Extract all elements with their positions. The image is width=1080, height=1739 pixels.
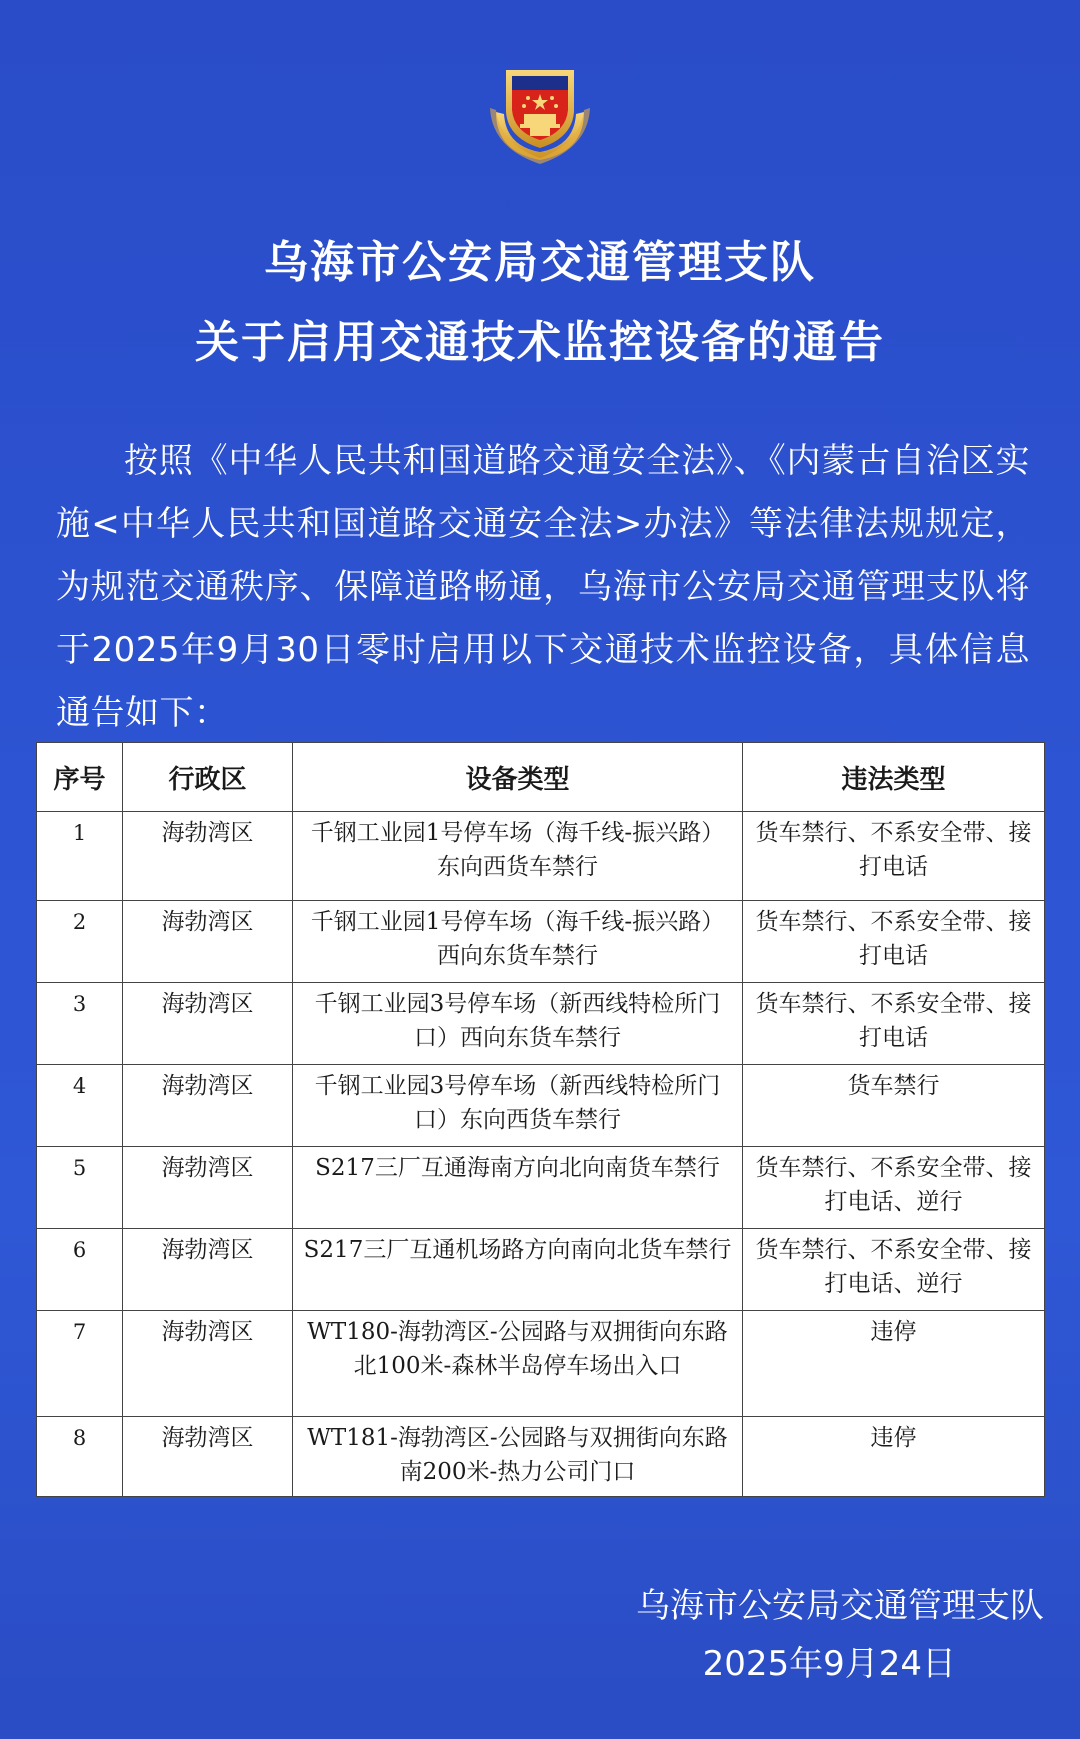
cell-seq: 5 bbox=[37, 1147, 123, 1229]
cell-violation: 货车禁行、不系安全带、接打电话 bbox=[743, 983, 1045, 1065]
cell-district: 海勃湾区 bbox=[123, 812, 293, 901]
table-row bbox=[37, 1417, 1045, 1497]
cell-violation: 货车禁行、不系安全带、接打电话 bbox=[743, 812, 1045, 901]
table-row bbox=[37, 1229, 1045, 1311]
cell-seq: 7 bbox=[37, 1311, 123, 1417]
cell-device: 千钢工业园3号停车场（新西线特检所门口）西向东货车禁行 bbox=[293, 983, 743, 1065]
header-seq: 序号 bbox=[37, 743, 123, 812]
cell-device: WT180-海勃湾区-公园路与双拥街向东路北100米-森林半岛停车场出入口 bbox=[293, 1311, 743, 1417]
cell-violation: 货车禁行、不系安全带、接打电话、逆行 bbox=[743, 1229, 1045, 1311]
cell-violation: 货车禁行、不系安全带、接打电话 bbox=[743, 901, 1045, 983]
header-district: 行政区 bbox=[123, 743, 293, 812]
cell-device: 千钢工业园3号停车场（新西线特检所门口）东向西货车禁行 bbox=[293, 1065, 743, 1147]
device-table bbox=[36, 742, 1045, 1497]
issuer-organization: 乌海市公安局交通管理支队 bbox=[636, 1586, 1044, 1626]
cell-seq: 4 bbox=[37, 1065, 123, 1147]
cell-district: 海勃湾区 bbox=[123, 901, 293, 983]
notice-title-line1: 乌海市公安局交通管理支队 bbox=[264, 237, 816, 288]
intro-paragraph: 按照《中华人民共和国道路交通安全法》、《内蒙古自治区实施<中华人民共和国道路交通安全法>办法》等法律法规规定，为规范交通秩序、保障道路畅通，乌海市公安局交通管理支队将于2025年9月30日零时启用以下交通技术监控设备，具体信息通告如下： bbox=[56, 441, 1030, 733]
cell-district: 海勃湾区 bbox=[123, 1417, 293, 1497]
cell-district: 海勃湾区 bbox=[123, 1065, 293, 1147]
table-row bbox=[37, 901, 1045, 983]
cell-violation: 违停 bbox=[743, 1311, 1045, 1417]
notice-title-line2: 关于启用交通技术监控设备的通告 bbox=[195, 317, 885, 368]
cell-district: 海勃湾区 bbox=[123, 1311, 293, 1417]
table-row bbox=[37, 812, 1045, 901]
table-header-row bbox=[37, 743, 1045, 812]
table-row bbox=[37, 1065, 1045, 1147]
cell-seq: 3 bbox=[37, 983, 123, 1065]
police-emblem-icon bbox=[486, 52, 594, 164]
cell-seq: 2 bbox=[37, 901, 123, 983]
cell-district: 海勃湾区 bbox=[123, 1229, 293, 1311]
cell-device: 千钢工业园1号停车场（海千线-振兴路）东向西货车禁行 bbox=[293, 812, 743, 901]
cell-district: 海勃湾区 bbox=[123, 1147, 293, 1229]
cell-device: WT181-海勃湾区-公园路与双拥街向东路南200米-热力公司门口 bbox=[293, 1417, 743, 1497]
table-row bbox=[37, 1147, 1045, 1229]
cell-seq: 6 bbox=[37, 1229, 123, 1311]
header-violation-type: 违法类型 bbox=[743, 743, 1045, 812]
cell-seq: 8 bbox=[37, 1417, 123, 1497]
header-device-type: 设备类型 bbox=[293, 743, 743, 812]
cell-device: S217三厂互通机场路方向南向北货车禁行 bbox=[293, 1229, 743, 1311]
cell-violation: 货车禁行、不系安全带、接打电话、逆行 bbox=[743, 1147, 1045, 1229]
cell-device: S217三厂互通海南方向北向南货车禁行 bbox=[293, 1147, 743, 1229]
table-row bbox=[37, 1311, 1045, 1417]
cell-district: 海勃湾区 bbox=[123, 983, 293, 1065]
cell-violation: 货车禁行 bbox=[743, 1065, 1045, 1147]
cell-violation: 违停 bbox=[743, 1417, 1045, 1497]
issue-date: 2025年9月24日 bbox=[702, 1644, 956, 1684]
cell-seq: 1 bbox=[37, 812, 123, 901]
cell-device: 千钢工业园1号停车场（海千线-振兴路）西向东货车禁行 bbox=[293, 901, 743, 983]
table-row bbox=[37, 983, 1045, 1065]
